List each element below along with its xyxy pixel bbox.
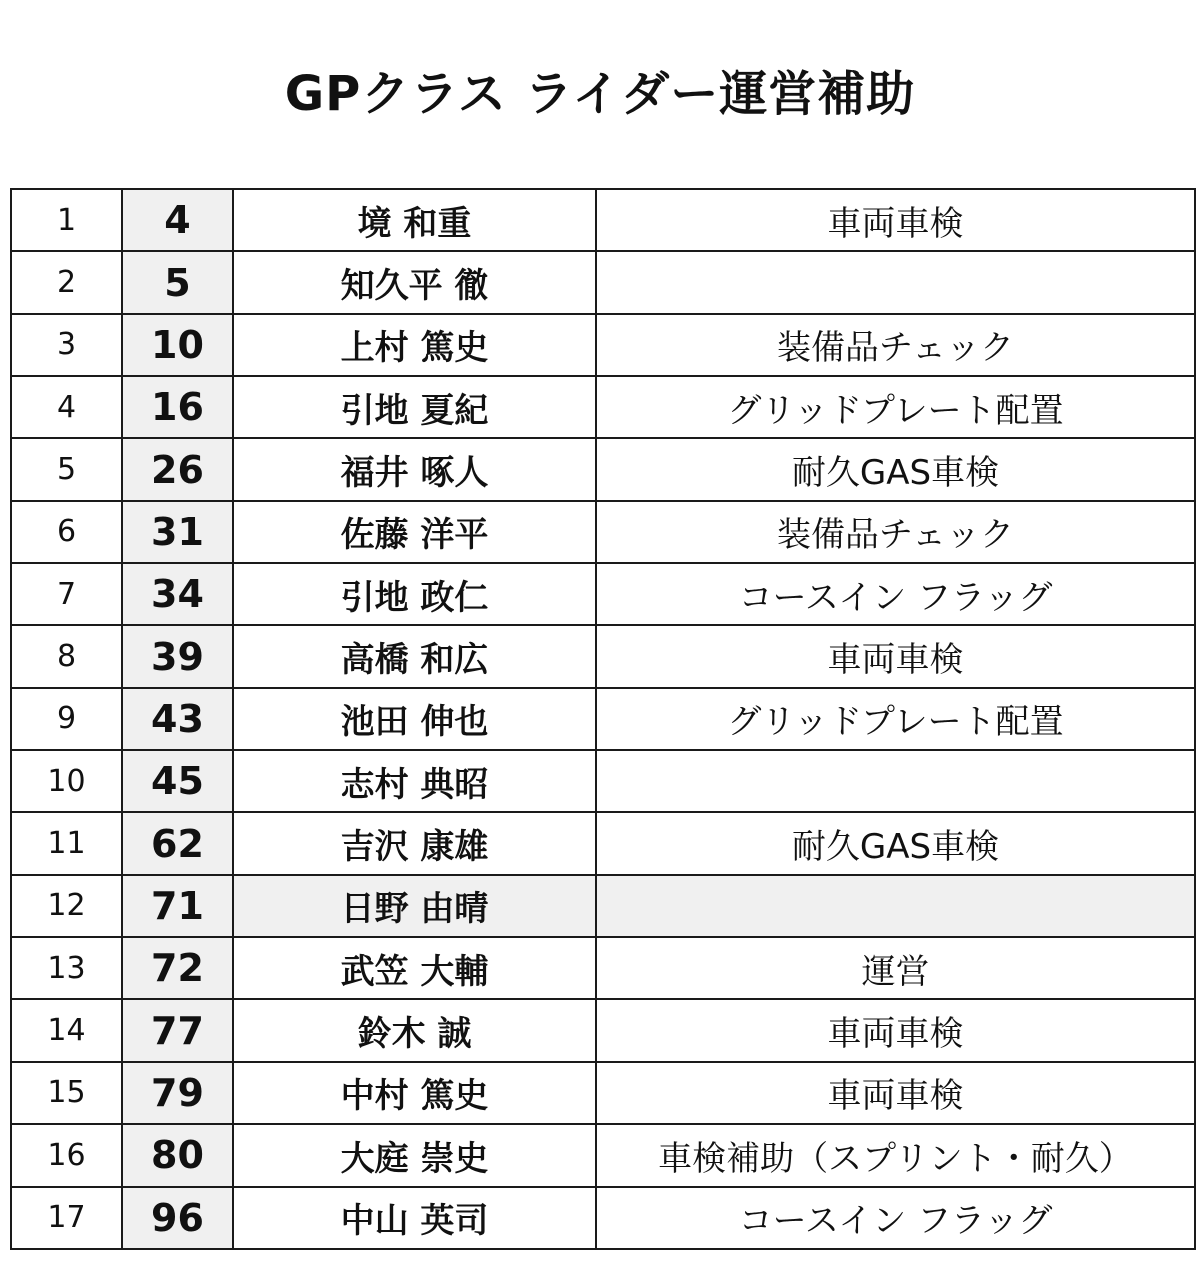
rider-name: 引地 政仁 — [233, 563, 596, 625]
assigned-task: 耐久GAS車検 — [596, 438, 1195, 500]
rider-name: 志村 典昭 — [233, 750, 596, 812]
table-row — [11, 1062, 1195, 1124]
row-index: 14 — [11, 999, 122, 1061]
rider-name: 中村 篤史 — [233, 1062, 596, 1124]
row-index: 5 — [11, 438, 122, 500]
rider-name: 武笠 大輔 — [233, 937, 596, 999]
table-row — [11, 937, 1195, 999]
assigned-task: グリッドプレート配置 — [596, 376, 1195, 438]
table-row — [11, 688, 1195, 750]
assigned-task — [596, 251, 1195, 313]
assigned-task: 車両車検 — [596, 1062, 1195, 1124]
row-index: 2 — [11, 251, 122, 313]
row-index: 13 — [11, 937, 122, 999]
table-row — [11, 625, 1195, 687]
rider-name: 境 和重 — [233, 189, 596, 251]
table-row — [11, 189, 1195, 251]
assigned-task: 車両車検 — [596, 625, 1195, 687]
rider-number: 71 — [122, 875, 233, 937]
row-index: 16 — [11, 1124, 122, 1186]
rider-number: 72 — [122, 937, 233, 999]
rider-name: 大庭 崇史 — [233, 1124, 596, 1186]
row-index: 7 — [11, 563, 122, 625]
rider-number: 5 — [122, 251, 233, 313]
assigned-task — [596, 875, 1195, 937]
page-title: GPクラス ライダー運営補助 — [284, 66, 916, 122]
assigned-task: 車検補助（スプリント・耐久） — [596, 1124, 1195, 1186]
rider-name: 引地 夏紀 — [233, 376, 596, 438]
rider-number: 96 — [122, 1187, 233, 1249]
assigned-task: 車両車検 — [596, 999, 1195, 1061]
assigned-task: コースイン フラッグ — [596, 563, 1195, 625]
rider-number: 26 — [122, 438, 233, 500]
assigned-task: 車両車検 — [596, 189, 1195, 251]
assigned-task: グリッドプレート配置 — [596, 688, 1195, 750]
rider-name: 鈴木 誠 — [233, 999, 596, 1061]
table-row — [11, 750, 1195, 812]
assigned-task: 運営 — [596, 937, 1195, 999]
rider-name: 知久平 徹 — [233, 251, 596, 313]
rider-number: 10 — [122, 314, 233, 376]
row-index: 11 — [11, 812, 122, 874]
rider-name: 福井 啄人 — [233, 438, 596, 500]
assigned-task: 装備品チェック — [596, 314, 1195, 376]
rider-name: 高橋 和広 — [233, 625, 596, 687]
rider-name: 池田 伸也 — [233, 688, 596, 750]
row-index: 9 — [11, 688, 122, 750]
rider-number: 45 — [122, 750, 233, 812]
rider-number: 16 — [122, 376, 233, 438]
rider-number: 4 — [122, 189, 233, 251]
table-row — [11, 875, 1195, 937]
assigned-task: 装備品チェック — [596, 501, 1195, 563]
rider-assignment-table — [10, 188, 1196, 1250]
row-index: 3 — [11, 314, 122, 376]
row-index: 8 — [11, 625, 122, 687]
table-row — [11, 1124, 1195, 1186]
table-row — [11, 438, 1195, 500]
rider-name: 中山 英司 — [233, 1187, 596, 1249]
rider-number: 43 — [122, 688, 233, 750]
table-row — [11, 376, 1195, 438]
rider-number: 39 — [122, 625, 233, 687]
row-index: 1 — [11, 189, 122, 251]
rider-number: 62 — [122, 812, 233, 874]
table-row — [11, 563, 1195, 625]
assigned-task: 耐久GAS車検 — [596, 812, 1195, 874]
row-index: 6 — [11, 501, 122, 563]
rider-name: 日野 由晴 — [233, 875, 596, 937]
rider-number: 80 — [122, 1124, 233, 1186]
row-index: 15 — [11, 1062, 122, 1124]
rider-name: 吉沢 康雄 — [233, 812, 596, 874]
table-row — [11, 812, 1195, 874]
assigned-task — [596, 750, 1195, 812]
rider-name: 佐藤 洋平 — [233, 501, 596, 563]
rider-number: 34 — [122, 563, 233, 625]
table-row — [11, 314, 1195, 376]
table-row — [11, 999, 1195, 1061]
table-row — [11, 501, 1195, 563]
assigned-task: コースイン フラッグ — [596, 1187, 1195, 1249]
rider-number: 79 — [122, 1062, 233, 1124]
table-row — [11, 1187, 1195, 1249]
row-index: 17 — [11, 1187, 122, 1249]
table-row — [11, 251, 1195, 313]
rider-name: 上村 篤史 — [233, 314, 596, 376]
row-index: 12 — [11, 875, 122, 937]
rider-number: 31 — [122, 501, 233, 563]
row-index: 10 — [11, 750, 122, 812]
row-index: 4 — [11, 376, 122, 438]
rider-number: 77 — [122, 999, 233, 1061]
